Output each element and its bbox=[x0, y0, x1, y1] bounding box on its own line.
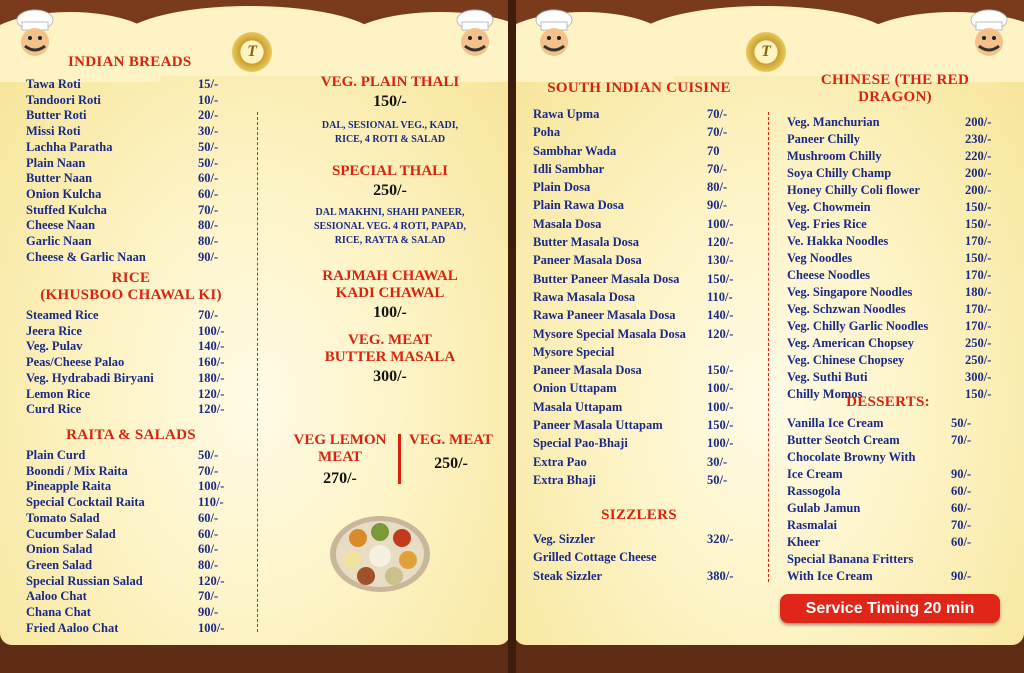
item-price bbox=[951, 551, 989, 568]
item-price: 80/- bbox=[707, 180, 728, 195]
item-name: Cucumber Salad bbox=[26, 526, 116, 541]
item-price: 100/- bbox=[198, 323, 225, 338]
item-name: Tandoori Roti bbox=[26, 92, 101, 107]
menu-item bbox=[26, 574, 236, 590]
menu-item bbox=[26, 355, 236, 371]
thali-plate-image bbox=[328, 514, 432, 594]
menu-item bbox=[533, 196, 745, 214]
item-price: 90/- bbox=[951, 569, 972, 583]
item-price: 60/- bbox=[198, 542, 219, 557]
special-thali-desc: RICE, RAYTA & SALAD bbox=[334, 235, 446, 246]
menu-item bbox=[26, 387, 236, 403]
item-name: Plain Dosa bbox=[533, 180, 591, 195]
veg-meat-title: VEG. MEAT bbox=[348, 332, 432, 348]
menu-item bbox=[787, 500, 989, 517]
item-name: Vanilla Ice Cream bbox=[787, 416, 884, 430]
thali-section bbox=[280, 74, 500, 386]
item-price: 250/- bbox=[965, 336, 992, 350]
item-name: Mysore Special bbox=[533, 344, 615, 359]
special-thali-desc: DAL MAKHNI, SHAHI PANEER, bbox=[315, 207, 465, 218]
lemon-title: VEG LEMON bbox=[293, 432, 387, 448]
item-name: Veg. Sizzler bbox=[533, 532, 596, 546]
item-price: 50/- bbox=[198, 139, 219, 154]
item-name: Cheese & Garlic Naan bbox=[26, 249, 146, 264]
menu-item bbox=[26, 77, 236, 93]
butter-masala-title: BUTTER MASALA bbox=[324, 349, 456, 365]
item-price: 15/- bbox=[198, 77, 219, 91]
menu-item bbox=[787, 131, 1003, 148]
menu-item bbox=[533, 434, 745, 452]
menu-item bbox=[533, 453, 745, 471]
item-name: Veg. Chinese Chopsey bbox=[787, 353, 905, 367]
menu-item bbox=[26, 187, 236, 203]
menu-item bbox=[787, 369, 1003, 386]
raita-section bbox=[26, 427, 236, 636]
menu-item bbox=[787, 415, 989, 432]
item-name: Green Salad bbox=[26, 557, 93, 572]
menu-item bbox=[26, 479, 236, 495]
item-price: 60/- bbox=[951, 484, 972, 498]
menu-item bbox=[533, 251, 745, 269]
item-name: Honey Chilly Coli flower bbox=[787, 183, 920, 197]
menu-item bbox=[26, 542, 236, 558]
item-name: Butter Paneer Masala Dosa bbox=[533, 271, 680, 286]
south-indian-section bbox=[533, 80, 745, 489]
item-price: 140/- bbox=[198, 339, 225, 354]
item-price: 90/- bbox=[198, 249, 219, 264]
menu-item bbox=[787, 233, 1003, 250]
item-name: Rasmalai bbox=[787, 518, 837, 532]
section-subtitle: (KHUSBOO CHAWAL KI) bbox=[40, 287, 222, 303]
item-name: Idli Sambhar bbox=[533, 161, 605, 176]
menu-item bbox=[533, 233, 745, 251]
menu-item bbox=[787, 114, 1003, 131]
book-spine bbox=[508, 0, 516, 673]
item-price: 120/- bbox=[707, 326, 734, 341]
item-price: 60/- bbox=[198, 526, 219, 541]
menu-item bbox=[787, 335, 1003, 352]
veg-meat-price: 250/- bbox=[434, 455, 468, 472]
section-title: RICE bbox=[111, 270, 151, 286]
menu-item bbox=[533, 270, 745, 288]
lemon-price: 270/- bbox=[323, 470, 357, 487]
item-price: 70/- bbox=[951, 518, 972, 532]
item-price: 50/- bbox=[951, 416, 972, 430]
item-price: 170/- bbox=[965, 319, 992, 333]
item-name: Extra Pao bbox=[533, 454, 587, 469]
item-price: 200/- bbox=[965, 166, 992, 180]
menu-item bbox=[26, 93, 236, 109]
item-name: Poha bbox=[533, 125, 561, 140]
item-name: Veg. Fries Rice bbox=[787, 217, 867, 231]
item-price: 320/- bbox=[707, 532, 734, 546]
item-price: 180/- bbox=[198, 370, 225, 385]
item-price: 80/- bbox=[198, 234, 219, 249]
menu-item bbox=[787, 301, 1003, 318]
item-name: Extra Bhaji bbox=[533, 472, 596, 487]
item-price: 60/- bbox=[198, 510, 219, 525]
item-name: Boondi / Mix Raita bbox=[26, 463, 128, 478]
item-name: Jeera Rice bbox=[26, 323, 82, 338]
item-name: Plain Naan bbox=[26, 155, 86, 170]
menu-item bbox=[26, 511, 236, 527]
restaurant-logo: T bbox=[746, 32, 786, 72]
item-price: 50/- bbox=[707, 472, 728, 487]
item-name: Veg. Pulav bbox=[26, 339, 83, 354]
plain-thali-price: 150/- bbox=[373, 93, 407, 110]
divider bbox=[398, 434, 401, 484]
menu-item bbox=[26, 234, 236, 250]
menu-item bbox=[533, 325, 745, 343]
menu-item bbox=[533, 416, 745, 434]
item-price: 150/- bbox=[965, 251, 992, 265]
item-price: 30/- bbox=[198, 124, 219, 139]
item-name: Steak Sizzler bbox=[533, 568, 603, 583]
lemon-title: MEAT bbox=[318, 449, 362, 465]
menu-item bbox=[26, 156, 236, 172]
item-price: 50/- bbox=[198, 448, 219, 462]
special-thali-price: 250/- bbox=[373, 182, 407, 199]
item-name: Plain Curd bbox=[26, 448, 86, 462]
item-price: 150/- bbox=[707, 418, 734, 433]
item-name: Paneer Masala Dosa bbox=[533, 253, 642, 268]
menu-item bbox=[533, 105, 745, 123]
item-name: Special Russian Salad bbox=[26, 573, 143, 588]
item-price bbox=[951, 449, 989, 466]
item-name: Gulab Jamun bbox=[787, 501, 861, 515]
menu-item bbox=[26, 203, 236, 219]
menu-item bbox=[26, 308, 236, 324]
desserts-section bbox=[787, 394, 989, 585]
menu-item bbox=[787, 352, 1003, 369]
item-name: Soya Chilly Champ bbox=[787, 166, 892, 180]
item-price: 70/- bbox=[951, 433, 972, 447]
menu-item bbox=[787, 182, 1003, 199]
menu-item bbox=[26, 218, 236, 234]
menu-item bbox=[533, 215, 745, 233]
divider bbox=[768, 112, 769, 582]
item-name: Rawa Paneer Masala Dosa bbox=[533, 308, 676, 323]
item-name: Special Pao-Bhaji bbox=[533, 436, 628, 451]
restaurant-logo: T bbox=[232, 32, 272, 72]
item-name: With Ice Cream bbox=[787, 569, 873, 583]
menu-item bbox=[787, 216, 1003, 233]
item-price: 70/- bbox=[198, 202, 219, 217]
menu-item bbox=[533, 288, 745, 306]
item-name: Mysore Special Masala Dosa bbox=[533, 326, 686, 341]
item-price: 80/- bbox=[198, 557, 219, 572]
item-price: 30/- bbox=[707, 454, 728, 469]
item-name: Missi Roti bbox=[26, 124, 81, 139]
item-name: Chana Chat bbox=[26, 605, 91, 620]
item-price: 60/- bbox=[198, 186, 219, 201]
section-title: INDIAN BREADS bbox=[68, 54, 192, 70]
item-price: 120/- bbox=[198, 386, 225, 401]
item-name: Veg. Manchurian bbox=[787, 115, 880, 129]
chef-icon bbox=[962, 8, 1016, 64]
menu-item bbox=[787, 284, 1003, 301]
item-price: 70 bbox=[707, 143, 720, 158]
section-title: SOUTH INDIAN CUISINE bbox=[547, 80, 731, 96]
menu-item bbox=[533, 361, 745, 379]
menu-item bbox=[787, 165, 1003, 182]
item-price: 100/- bbox=[198, 620, 225, 635]
menu-item bbox=[787, 318, 1003, 335]
item-name: Chocolate Browny With bbox=[787, 450, 916, 464]
item-name: Onion Uttapam bbox=[533, 381, 617, 396]
menu-item bbox=[533, 160, 745, 178]
item-name: Onion Kulcha bbox=[26, 186, 102, 201]
special-thali-desc: SESIONAL VEG. 4 ROTI, PAPAD, bbox=[314, 221, 466, 232]
item-price bbox=[707, 548, 745, 566]
item-name: Rawa Upma bbox=[533, 107, 600, 121]
menu-item bbox=[533, 142, 745, 160]
item-price: 70/- bbox=[707, 161, 728, 176]
item-name: Chilly Momos bbox=[787, 387, 863, 401]
item-price: 120/- bbox=[198, 402, 225, 417]
special-thali-title: SPECIAL THALI bbox=[331, 163, 448, 179]
menu-item bbox=[26, 464, 236, 480]
menu-item bbox=[26, 589, 236, 605]
item-name: Veg. Chowmein bbox=[787, 200, 871, 214]
menu-item bbox=[26, 324, 236, 340]
item-price: 160/- bbox=[198, 355, 225, 370]
section-title: RAITA & SALADS bbox=[66, 427, 196, 443]
item-name: Special Cocktail Raita bbox=[26, 495, 145, 510]
item-price bbox=[707, 343, 745, 361]
item-name: Veg. Suthi Buti bbox=[787, 370, 868, 384]
rice-section bbox=[26, 270, 236, 418]
menu-item bbox=[533, 379, 745, 397]
item-name: Butter Seotch Cream bbox=[787, 433, 900, 447]
item-price: 110/- bbox=[198, 495, 224, 510]
menu-item bbox=[787, 517, 989, 534]
item-name: Kheer bbox=[787, 535, 821, 549]
menu-item bbox=[787, 250, 1003, 267]
menu-item bbox=[787, 551, 989, 568]
menu-item bbox=[787, 466, 989, 483]
menu-item bbox=[26, 171, 236, 187]
item-name: Veg. American Chopsey bbox=[787, 336, 914, 350]
item-price: 120/- bbox=[707, 235, 734, 250]
lemon-meat bbox=[290, 432, 390, 488]
item-price: 150/- bbox=[965, 200, 992, 214]
item-name: Masala Dosa bbox=[533, 216, 602, 231]
item-price: 90/- bbox=[951, 467, 972, 481]
item-name: Special Banana Fritters bbox=[787, 552, 914, 566]
menu-item bbox=[26, 605, 236, 621]
item-price: 130/- bbox=[707, 253, 734, 268]
plain-thali-title: VEG. PLAIN THALI bbox=[320, 74, 460, 90]
item-name: Paneer Masala Dosa bbox=[533, 363, 642, 378]
item-price: 60/- bbox=[951, 535, 972, 549]
item-name: Butter Masala Dosa bbox=[533, 235, 640, 250]
menu-item bbox=[787, 449, 989, 466]
menu-item bbox=[787, 148, 1003, 165]
item-name: Stuffed Kulcha bbox=[26, 202, 107, 217]
item-name: Paneer Chilly bbox=[787, 132, 861, 146]
item-name: Lachha Paratha bbox=[26, 139, 113, 154]
item-name: Lemon Rice bbox=[26, 386, 91, 401]
item-name: Veg. Singapore Noodles bbox=[787, 285, 913, 299]
item-name: Butter Roti bbox=[26, 108, 87, 123]
item-name: Veg. Hydrabadi Biryani bbox=[26, 370, 154, 385]
menu-item bbox=[26, 495, 236, 511]
item-name: Mushroom Chilly bbox=[787, 149, 882, 163]
indian-breads-section bbox=[26, 54, 236, 265]
item-price: 380/- bbox=[707, 568, 734, 583]
item-price: 300/- bbox=[965, 370, 992, 384]
item-name: Veg Noodles bbox=[787, 251, 853, 265]
item-price: 170/- bbox=[965, 268, 992, 282]
menu-item bbox=[787, 432, 989, 449]
menu-item bbox=[533, 398, 745, 416]
menu-item bbox=[533, 567, 745, 585]
plain-thali-desc: DAL, SESIONAL VEG., KADI, bbox=[321, 120, 459, 131]
item-name: Fried Aaloo Chat bbox=[26, 620, 119, 635]
rajmah-price: 100/- bbox=[373, 304, 407, 321]
item-name: Cheese Noodles bbox=[787, 268, 870, 282]
chinese-section bbox=[787, 72, 1003, 403]
item-price: 70/- bbox=[707, 107, 728, 121]
item-price: 150/- bbox=[965, 217, 992, 231]
menu-item bbox=[26, 339, 236, 355]
plain-thali-desc: RICE, 4 ROTI & SALAD bbox=[334, 134, 446, 145]
service-timing-badge: Service Timing 20 min bbox=[780, 594, 1000, 623]
menu-item bbox=[787, 267, 1003, 284]
item-price: 170/- bbox=[965, 234, 992, 248]
item-price: 60/- bbox=[198, 171, 219, 186]
item-price: 250/- bbox=[965, 353, 992, 367]
section-title: CHINESE (THE RED DRAGON) bbox=[820, 72, 970, 105]
item-price: 80/- bbox=[198, 218, 219, 233]
item-price: 20/- bbox=[198, 108, 219, 123]
item-name: Sambhar Wada bbox=[533, 143, 617, 158]
item-price: 100/- bbox=[707, 436, 734, 451]
item-price: 70/- bbox=[198, 308, 219, 322]
menu-item bbox=[26, 621, 236, 637]
item-name: Rassogola bbox=[787, 484, 841, 498]
item-price: 180/- bbox=[965, 285, 992, 299]
menu-item bbox=[533, 343, 745, 361]
item-name: Paneer Masala Uttapam bbox=[533, 418, 663, 433]
item-price: 70/- bbox=[707, 125, 728, 140]
item-price: 100/- bbox=[707, 399, 734, 414]
menu-item bbox=[26, 527, 236, 543]
item-price: 70/- bbox=[198, 589, 219, 604]
item-price: 100/- bbox=[707, 381, 734, 396]
item-name: Curd Rice bbox=[26, 402, 82, 417]
menu-item bbox=[533, 123, 745, 141]
veg-meat-title: VEG. MEAT bbox=[409, 432, 493, 448]
menu-item bbox=[533, 548, 745, 566]
item-price: 150/- bbox=[707, 363, 734, 378]
item-name: Veg. Schzwan Noodles bbox=[787, 302, 906, 316]
section-title: SIZZLERS bbox=[601, 507, 677, 523]
section-title: DESSERTS: bbox=[846, 394, 930, 410]
menu-item bbox=[533, 471, 745, 489]
menu-item bbox=[26, 250, 236, 266]
menu-item bbox=[533, 178, 745, 196]
item-price: 90/- bbox=[198, 605, 219, 620]
item-name: Rawa Masala Dosa bbox=[533, 289, 636, 304]
item-name: Tawa Roti bbox=[26, 77, 81, 91]
item-price: 60/- bbox=[951, 501, 972, 515]
item-name: Plain Rawa Dosa bbox=[533, 198, 624, 213]
menu-item bbox=[533, 530, 745, 548]
item-price: 140/- bbox=[707, 308, 734, 323]
item-price: 170/- bbox=[965, 302, 992, 316]
item-name: Ve. Hakka Noodles bbox=[787, 234, 889, 248]
item-name: Veg. Chilly Garlic Noodles bbox=[787, 319, 929, 333]
kadi-title: KADI CHAWAL bbox=[335, 285, 445, 301]
menu-item bbox=[787, 199, 1003, 216]
item-name: Tomato Salad bbox=[26, 510, 100, 525]
menu-item bbox=[533, 306, 745, 324]
menu-item bbox=[787, 483, 989, 500]
menu-item bbox=[26, 558, 236, 574]
item-price: 120/- bbox=[198, 573, 225, 588]
item-price: 90/- bbox=[707, 198, 728, 213]
item-price: 200/- bbox=[965, 183, 992, 197]
menu-item bbox=[26, 371, 236, 387]
item-name: Grilled Cottage Cheese bbox=[533, 550, 657, 565]
menu-item bbox=[787, 534, 989, 551]
veg-meat-price: 300/- bbox=[373, 368, 407, 385]
item-name: Aaloo Chat bbox=[26, 589, 87, 604]
chef-icon bbox=[448, 8, 502, 64]
rajmah-title: RAJMAH CHAWAL bbox=[322, 268, 458, 284]
item-price: 150/- bbox=[707, 271, 734, 286]
item-price: 100/- bbox=[707, 216, 734, 231]
item-name: Onion Salad bbox=[26, 542, 93, 557]
veg-meat bbox=[406, 432, 496, 473]
item-price: 10/- bbox=[198, 92, 219, 107]
item-price: 150/- bbox=[965, 387, 992, 401]
menu-item bbox=[26, 124, 236, 140]
menu-item bbox=[26, 402, 236, 418]
menu-item bbox=[26, 448, 236, 464]
item-price: 100/- bbox=[198, 479, 225, 494]
item-name: Pineapple Raita bbox=[26, 479, 112, 494]
menu-item bbox=[787, 568, 989, 585]
item-name: Ice Cream bbox=[787, 467, 843, 481]
item-price: 110/- bbox=[707, 289, 733, 304]
item-name: Garlic Naan bbox=[26, 234, 92, 249]
item-price: 50/- bbox=[198, 155, 219, 170]
item-name: Peas/Cheese Palao bbox=[26, 355, 125, 370]
item-name: Masala Uttapam bbox=[533, 399, 623, 414]
item-price: 200/- bbox=[965, 115, 992, 129]
item-price: 220/- bbox=[965, 149, 992, 163]
sizzlers-section bbox=[533, 507, 745, 585]
item-name: Butter Naan bbox=[26, 171, 93, 186]
menu-item bbox=[26, 140, 236, 156]
item-price: 70/- bbox=[198, 463, 219, 478]
chef-icon bbox=[527, 8, 581, 64]
item-price: 230/- bbox=[965, 132, 992, 146]
divider bbox=[257, 112, 258, 632]
menu-item bbox=[26, 108, 236, 124]
item-name: Steamed Rice bbox=[26, 308, 99, 322]
item-name: Cheese Naan bbox=[26, 218, 96, 233]
